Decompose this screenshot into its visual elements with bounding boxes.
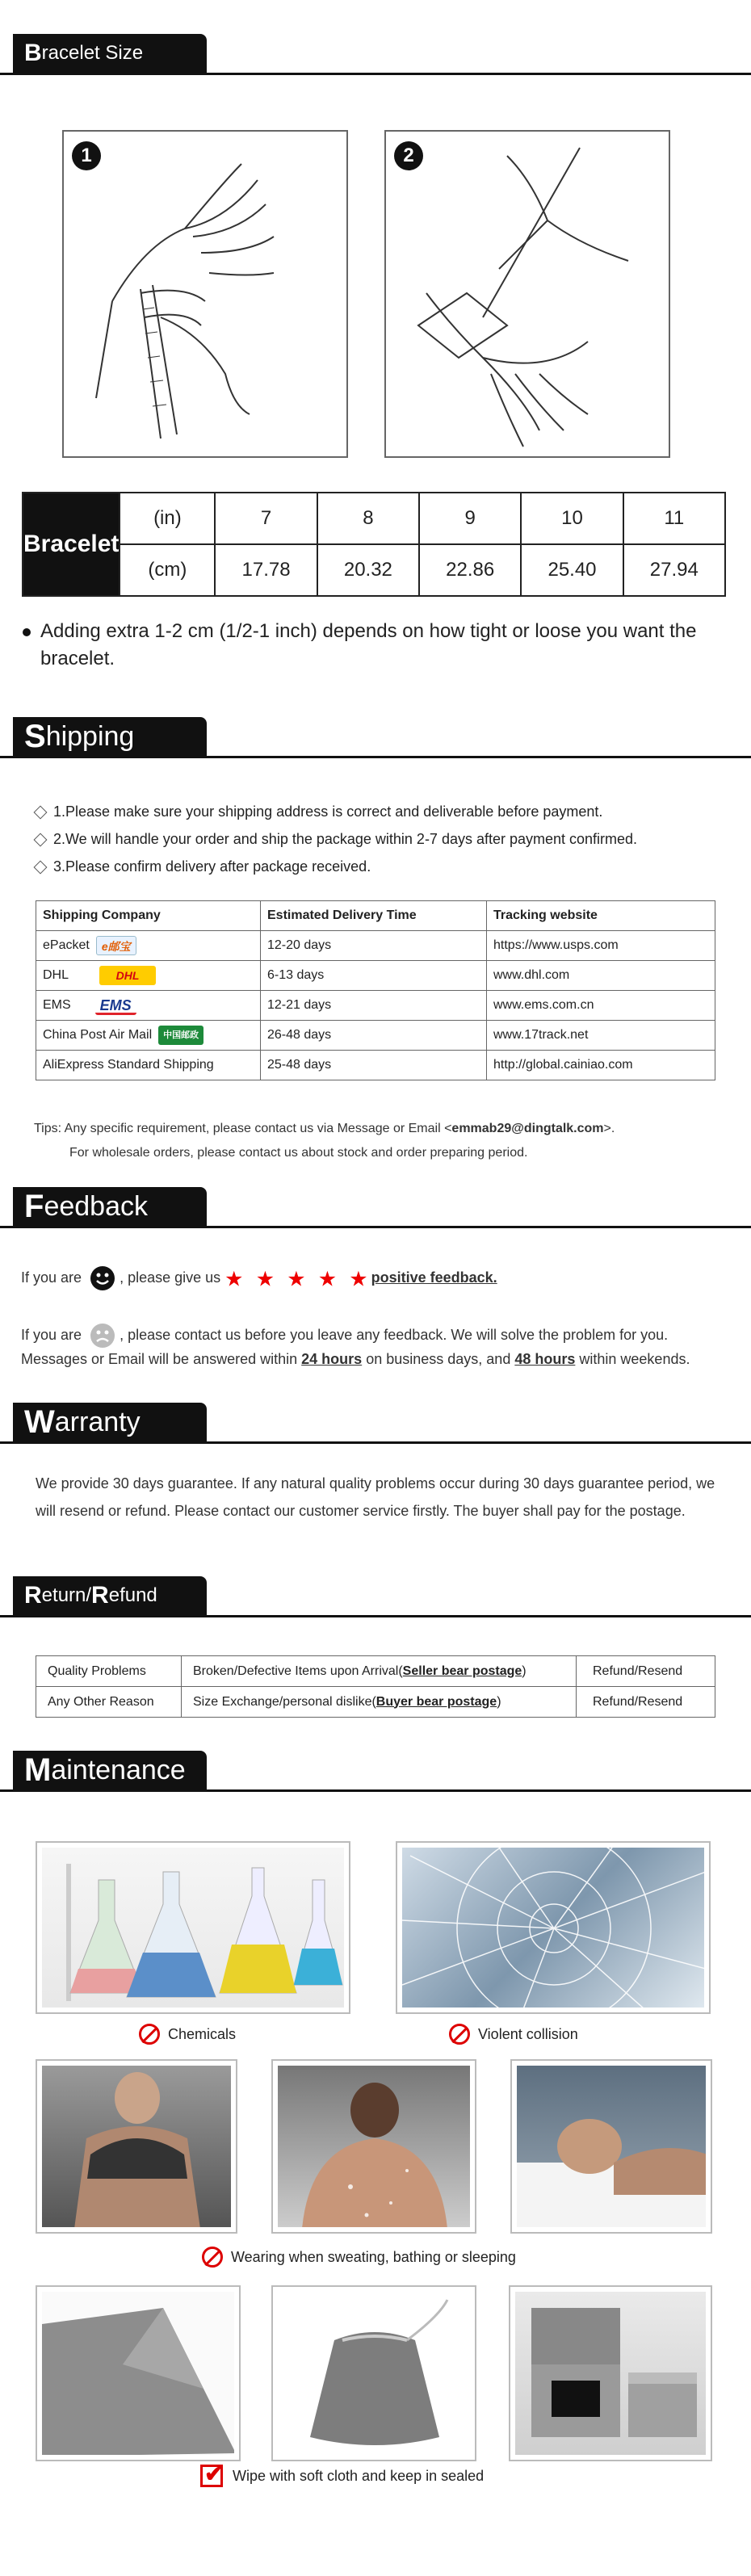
column-header: Estimated Delivery Time [261,901,487,931]
shipping-table [36,900,715,1080]
header-initial: F [24,1188,44,1224]
section-divider [0,1615,751,1617]
table-header-row [36,901,715,931]
step-number-1: 1 [72,141,101,170]
header-initial: M [24,1752,52,1788]
company-cell: AliExpress Standard Shipping [36,1051,261,1080]
list-item: 2.We will handle your order and ship the package within 2-7 days after payment confirmed. [36,825,637,853]
header-title: arranty [54,1406,141,1437]
bullet-icon [23,628,31,636]
size-cell: 7 [215,493,317,544]
positive-feedback-link[interactable]: positive feedback. [371,1269,497,1286]
header-title: racelet Size [41,42,144,64]
diamond-icon [34,833,48,847]
return-refund-table [36,1655,715,1718]
sleeping-photo [510,2059,712,2234]
action-cell: Refund/Resend [577,1656,715,1687]
prohibited-icon [202,2247,223,2268]
epacket-logo-icon: e邮宝 [96,936,136,955]
header-initial: W [24,1403,55,1440]
table-row [36,1687,715,1718]
header-title: aintenance [51,1754,186,1785]
table-row [36,931,715,961]
tips-line-2: For wholesale orders, please contact us about stock and order preparing period. [69,1146,528,1160]
feedback-response-line: Messages or Email will be answered within 24 hours on business days, and 48 hours within weekends. [21,1351,690,1367]
site-cell: www.ems.com.cn [487,991,715,1021]
site-cell: www.dhl.com [487,961,715,991]
size-cell: 17.78 [215,544,317,596]
header-initial: R [91,1582,109,1609]
size-cell: 27.94 [623,544,725,596]
section-divider [0,1441,751,1444]
size-cell: 22.86 [419,544,521,596]
site-cell: http://global.cainiao.com [487,1051,715,1080]
section-header-warranty [13,1403,207,1441]
shipping-tips [34,1117,615,1165]
site-cell: https://www.usps.com [487,931,715,961]
section-header-bracelet-size [13,34,207,73]
measure-illustration-2 [384,130,670,458]
list-item: 3.Please confirm delivery after package received. [36,853,637,880]
column-header: Shipping Company [36,901,261,931]
measure-illustration-1 [62,130,348,458]
chemicals-photo [36,1841,350,2014]
size-cell: 20.32 [317,544,419,596]
table-row [36,1021,715,1051]
diamond-icon [34,861,48,875]
size-cell: 8 [317,493,419,544]
size-cell: 25.40 [521,544,623,596]
step-number-2: 2 [394,141,423,170]
company-cell: DHL DHL [36,961,261,991]
reason-cell: Any Other Reason [36,1687,182,1718]
description-cell: Broken/Defective Items upon Arrival(Seller bear postage) [182,1656,577,1687]
header-title: eturn/ [41,1584,92,1606]
size-cell: 10 [521,493,623,544]
gift-box-photo [509,2285,712,2461]
time-cell: 6-13 days [261,961,487,991]
description-cell: Size Exchange/personal dislike(Buyer bear postage) [182,1687,577,1718]
sad-face-icon [90,1324,115,1348]
header-title: efund [108,1584,157,1606]
prohibited-icon [449,2024,470,2045]
prohibited-icon [139,2024,160,2045]
dhl-logo-icon: DHL [99,966,156,985]
time-cell: 12-20 days [261,931,487,961]
header-title: eedback [44,1190,148,1222]
sweating-photo [36,2059,237,2234]
table-row [36,1656,715,1687]
table-row-cm [23,544,725,596]
feedback-happy-line: If you are , please give us ★ ★ ★ ★ ★positive feedback. [21,1266,497,1291]
hand-ruler-drawing-icon [386,132,669,455]
section-header-feedback [13,1187,207,1226]
section-header-shipping [13,717,207,756]
five-stars-icon: ★ ★ ★ ★ ★ [224,1266,371,1291]
list-item: 1.Please make sure your shipping address is correct and deliverable before payment. [36,798,637,825]
company-cell: EMS EMS [36,991,261,1021]
caption-chemicals: Chemicals [139,2024,236,2045]
table-row [36,961,715,991]
note-text: Adding extra 1-2 cm (1/2-1 inch) depends on how tight or loose you want the bracelet. [40,620,697,669]
diamond-icon [34,806,48,820]
shipping-notes [36,798,637,880]
header-initial: B [24,40,42,66]
time-cell: 25-48 days [261,1051,487,1080]
happy-face-icon [90,1266,115,1290]
checkbox-checked-icon [200,2465,223,2487]
size-cell: 11 [623,493,725,544]
header-title: hipping [45,720,135,752]
action-cell: Refund/Resend [577,1687,715,1718]
bracelet-size-note [21,618,732,673]
section-divider [0,1226,751,1228]
tips-line-1: Tips: Any specific requirement, please contact us via Message or Email <emmab29@dingtalk.com>. [34,1122,615,1135]
section-header-return-refund [13,1576,207,1615]
section-divider [0,756,751,758]
soft-cloth-photo [36,2285,241,2461]
bathing-photo [271,2059,476,2234]
table-label: Bracelet [23,493,120,596]
bracelet-size-table [22,492,726,597]
pouch-photo [271,2285,476,2461]
table-row [36,991,715,1021]
hand-tape-drawing-icon [64,132,346,455]
caption-collision: Violent collision [449,2024,578,2045]
caption-wearing: Wearing when sweating, bathing or sleeping [202,2247,516,2268]
unit-label: (in) [120,493,215,544]
column-header: Tracking website [487,901,715,931]
section-divider [0,1789,751,1792]
broken-glass-photo [396,1841,711,2014]
feedback-sad-line: If you are , please contact us before you leave any feedback. We will solve the problem for you. [21,1323,668,1348]
company-cell: China Post Air Mail 中国邮政 [36,1021,261,1051]
size-cell: 9 [419,493,521,544]
warranty-text: We provide 30 days guarantee. If any natural quality problems occur during 30 days guarantee period, we will resend or refund. Please contact our customer service firstly. The buyer shall pay for the postage. [36,1475,715,1519]
time-cell: 12-21 days [261,991,487,1021]
china-post-logo-icon: 中国邮政 [158,1026,203,1045]
company-cell: ePacket e邮宝 [36,931,261,961]
site-cell: www.17track.net [487,1021,715,1051]
contact-email[interactable]: emmab29@dingtalk.com [451,1122,604,1135]
header-initial: S [24,718,46,754]
ems-logo-icon: EMS [95,996,136,1015]
reason-cell: Quality Problems [36,1656,182,1687]
caption-wipe: ✔ Wipe with soft cloth and keep in sealed [200,2465,484,2487]
time-cell: 26-48 days [261,1021,487,1051]
section-header-maintenance [13,1751,207,1789]
table-row-inches [23,493,725,544]
header-initial: R [24,1582,42,1609]
section-divider [0,73,751,75]
table-row [36,1051,715,1080]
unit-label: (cm) [120,544,215,596]
